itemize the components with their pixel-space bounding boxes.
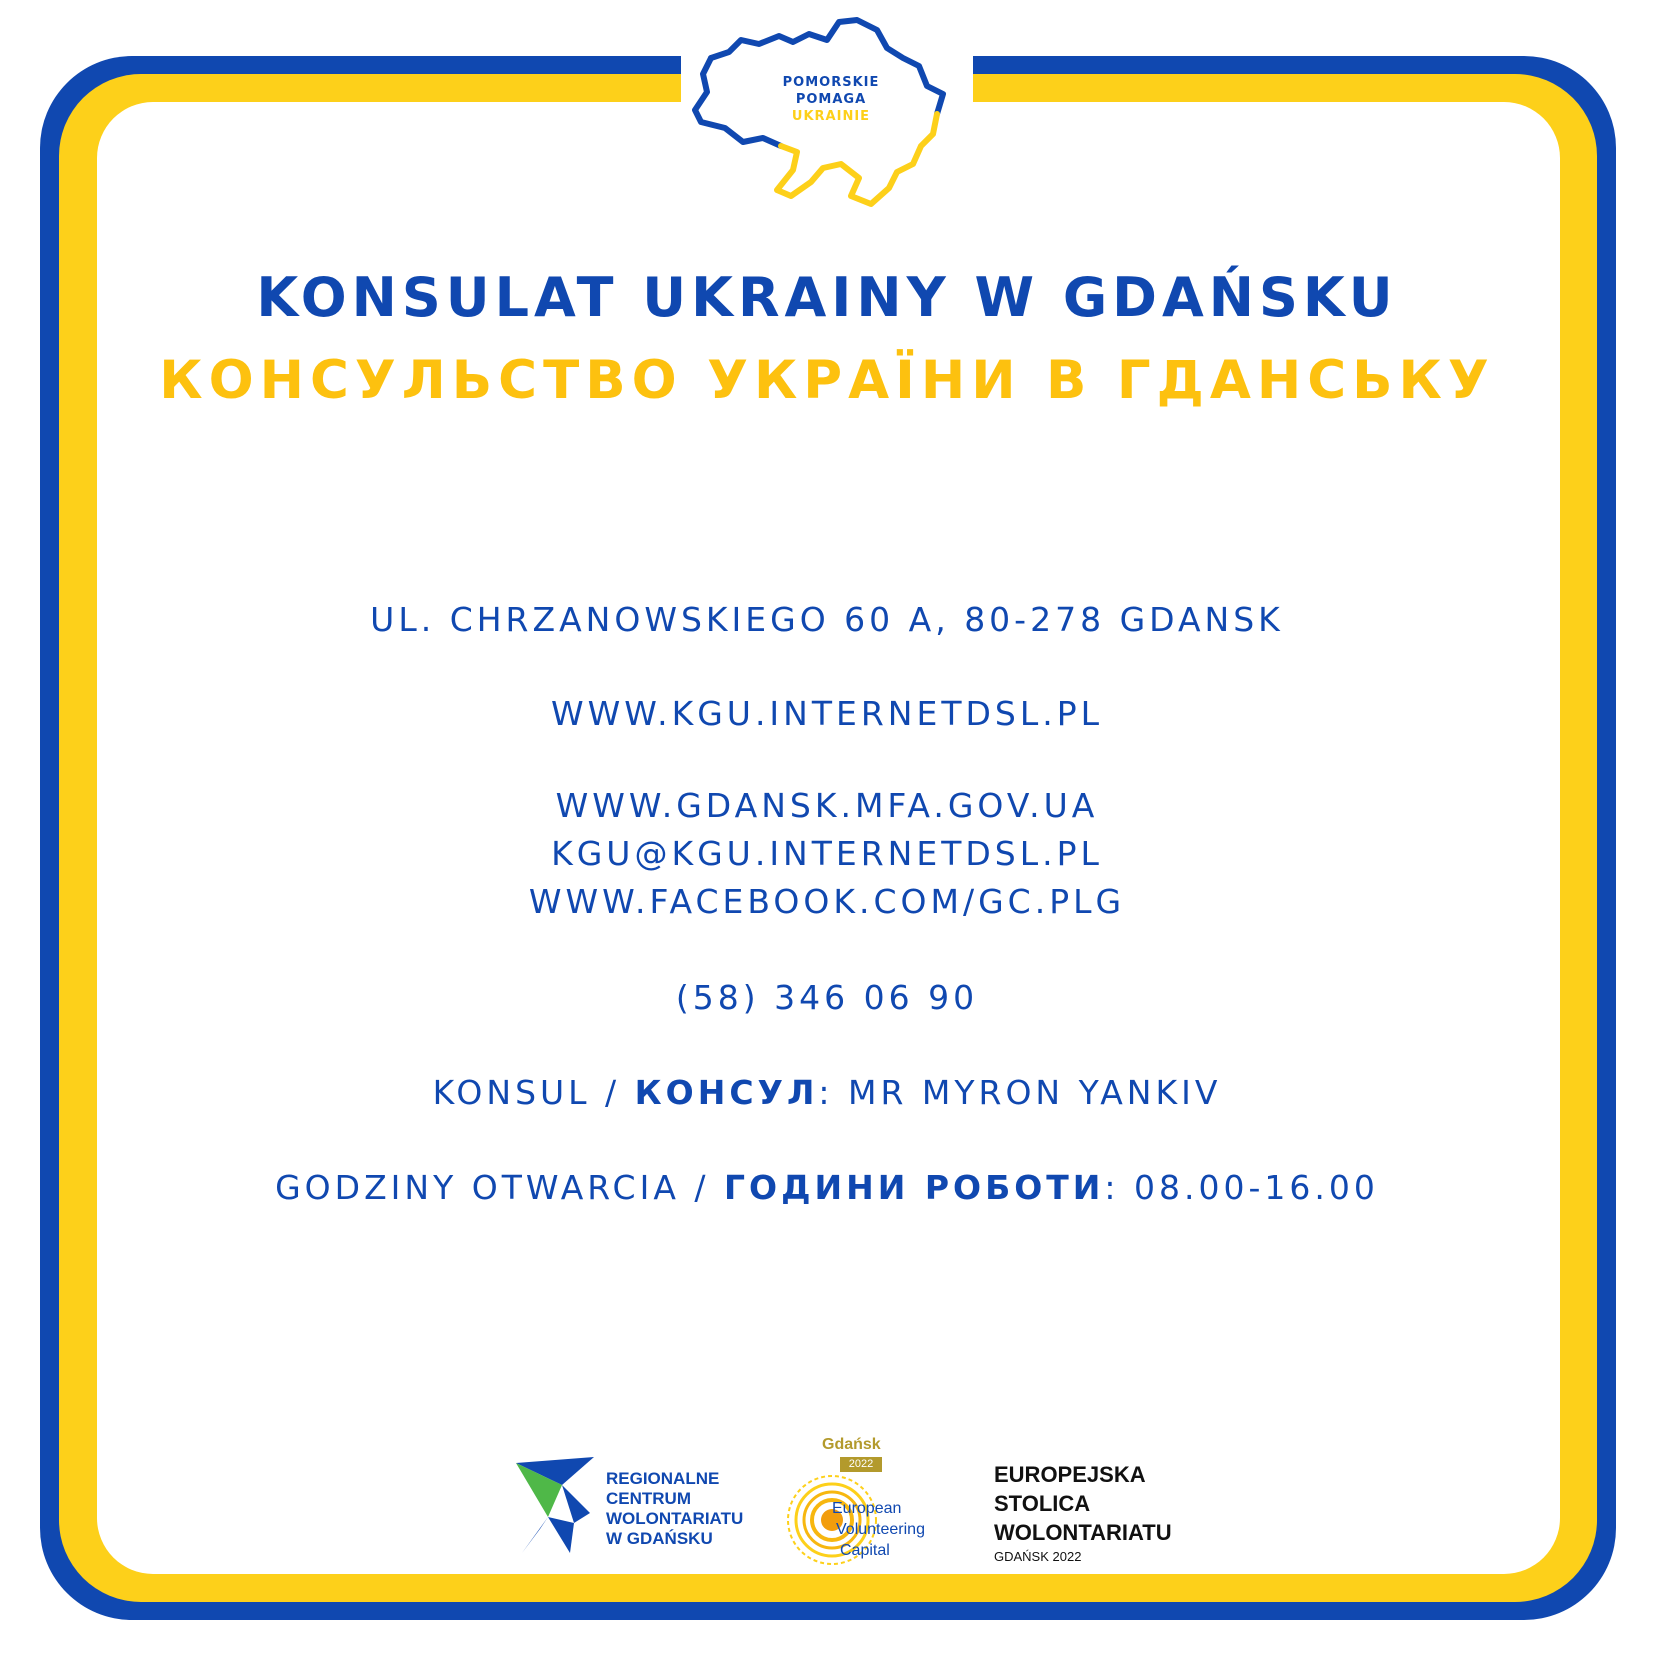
hours-line: [0, 1168, 1654, 1207]
rcw-line-4: W GDAŃSKU: [606, 1529, 713, 1548]
facebook-link[interactable]: WWW.FACEBOOK.COM/GC.PLG: [528, 882, 1126, 921]
rcw-star-icon: [514, 1455, 604, 1555]
esw-line-1: EUROPEJSKA: [994, 1462, 1146, 1487]
rcw-line-3: WOLONTARIATU: [606, 1509, 744, 1528]
evc-word-3: Capital: [840, 1542, 890, 1559]
consul-label-pl: KONSUL /: [432, 1073, 635, 1112]
consul-label-ua: КОНСУЛ: [634, 1073, 819, 1112]
esw-line-2: STOLICA: [994, 1491, 1091, 1516]
hours-label-pl: GODZINY OTWARCIA /: [275, 1168, 725, 1207]
website-mfa[interactable]: WWW.GDANSK.MFA.GOV.UA: [555, 786, 1099, 825]
title-ukrainian: КОНСУЛЬСТВО УКРАЇНИ В ГДАНСЬКУ: [159, 350, 1495, 411]
logo-line-3: UKRAINIE: [791, 109, 871, 124]
evc-year-badge: 2022: [840, 1457, 882, 1472]
evc-city: Gdańsk: [822, 1436, 881, 1453]
address: UL. CHRZANOWSKIEGO 60 A, 80-278 GDANSK: [370, 600, 1284, 639]
rcw-line-1: REGIONALNE: [606, 1469, 720, 1488]
evc-word-1: European: [832, 1500, 902, 1517]
logo-line-1: POMORSKIE: [782, 75, 880, 90]
hours-label-ua: ГОДИНИ РОБОТИ: [724, 1168, 1105, 1207]
logo-line-2: POMAGA: [795, 92, 867, 107]
consul-name: : MR MYRON YANKIV: [818, 1073, 1222, 1112]
website-kgu[interactable]: WWW.KGU.INTERNETDSL.PL: [550, 694, 1103, 733]
phone: (58) 346 06 90: [675, 978, 979, 1017]
consul-line: [0, 1073, 1654, 1112]
email[interactable]: KGU@KGU.INTERNETDSL.PL: [551, 834, 1103, 873]
hours-value: : 08.00-16.00: [1104, 1168, 1379, 1207]
esw-logo: [994, 1460, 1214, 1570]
evc-logo: [784, 1434, 934, 1574]
esw-line-3: WOLONTARIATU: [994, 1520, 1172, 1545]
rcw-line-2: CENTRUM: [606, 1489, 691, 1508]
rcw-logo: [514, 1455, 754, 1565]
title-polish: KONSULAT UKRAINY W GDAŃSKU: [256, 266, 1398, 329]
pomorskie-pomaga-ukrainie-logo: [681, 14, 981, 214]
evc-word-2: Volunteering: [836, 1521, 925, 1538]
esw-subtitle: GDAŃSK 2022: [994, 1549, 1082, 1564]
